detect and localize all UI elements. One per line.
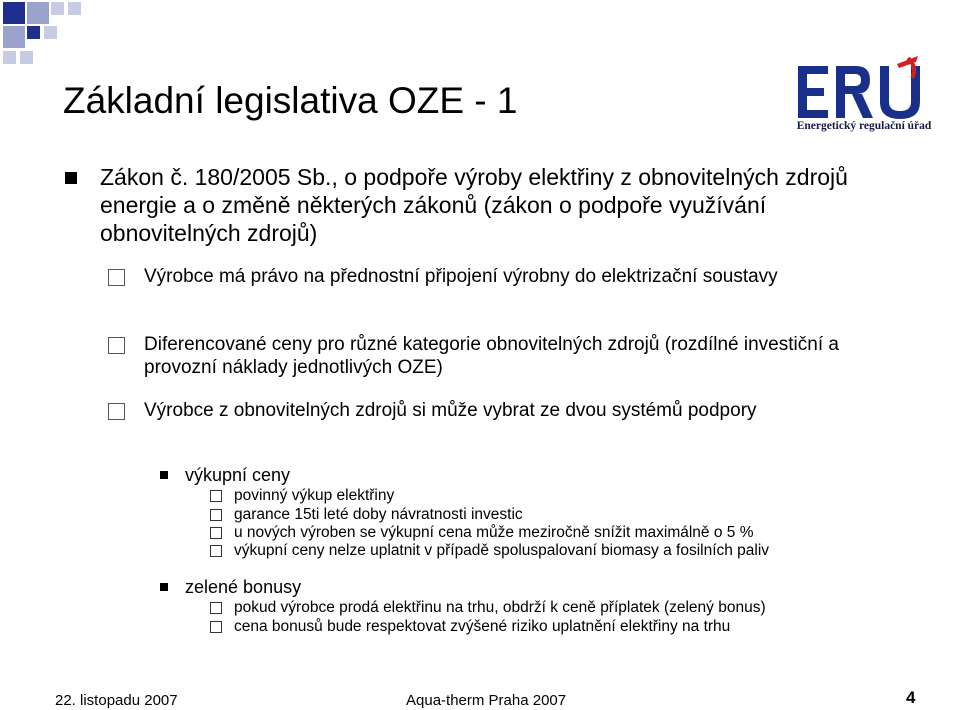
level4-item: [210, 486, 394, 505]
square-bullet-icon: [160, 471, 168, 479]
square-bullet-icon: [65, 172, 77, 184]
footer-event: Aqua-therm Praha 2007: [406, 692, 567, 709]
hollow-square-bullet-icon: [210, 509, 222, 521]
level3-text: výkupní ceny: [185, 465, 291, 485]
decorative-squares: [0, 0, 110, 80]
hollow-square-bullet-icon: [108, 337, 125, 354]
level2-text: Diferencované ceny pro různé kategorie obnovitelných zdrojů (rozdílné investiční a provozní náklady jednotlivých OZE): [144, 334, 839, 378]
level1-item: [70, 163, 860, 247]
square-bullet-icon: [160, 583, 168, 591]
level3-item: [160, 576, 301, 598]
level4-item: [210, 598, 766, 617]
level4-item: [210, 505, 523, 524]
hollow-square-bullet-icon: [108, 269, 125, 286]
level4-text: garance 15ti leté doby návratnosti investic: [234, 506, 523, 523]
level4-text: cena bonusů bude respektovat zvýšené riziko uplatnění elektřiny na trhu: [234, 618, 731, 635]
page-number: 4: [906, 688, 916, 707]
level2-item: [108, 399, 864, 422]
hollow-square-bullet-icon: [210, 621, 222, 633]
hollow-square-bullet-icon: [210, 602, 222, 614]
hollow-square-bullet-icon: [210, 490, 222, 502]
level4-text: u nových výroben se výkupní cena může meziročně snížit maximálně o 5 %: [234, 524, 754, 541]
level4-item: [210, 617, 730, 636]
level4-item: [210, 541, 769, 560]
level3-text: zelené bonusy: [185, 577, 302, 597]
level2-text: Výrobce z obnovitelných zdrojů si může vybrat ze dvou systémů podpory: [144, 400, 757, 421]
level3-item: [160, 464, 290, 486]
level2-item: [108, 333, 864, 379]
level4-text: povinný výkup elektřiny: [234, 487, 395, 504]
level2-item: [108, 265, 864, 288]
hollow-square-bullet-icon: [210, 545, 222, 557]
hollow-square-bullet-icon: [210, 527, 222, 539]
level4-text: výkupní ceny nelze uplatnit v případě spoluspalovaní biomasy a fosilních paliv: [234, 542, 770, 559]
level2-text: Výrobce má právo na přednostní připojení výrobny do elektrizační soustavy: [144, 266, 778, 287]
level4-item: [210, 523, 754, 542]
footer-date: 22. listopadu 2007: [55, 692, 178, 709]
hollow-square-bullet-icon: [108, 403, 125, 420]
eru-logo-caption: Energetický regulační úřad: [796, 120, 932, 132]
slide-title: Základní legislativa OZE - 1: [63, 80, 518, 121]
level1-text: Zákon č. 180/2005 Sb., o podpoře výroby elektřiny z obnovitelných zdrojů energie a o změně některých zákonů (zákon o podpoře využívání obnovitelných zdrojů): [100, 164, 848, 246]
level4-text: pokud výrobce prodá elektřinu na trhu, obdrží k ceně příplatek (zelený bonus): [234, 599, 766, 616]
